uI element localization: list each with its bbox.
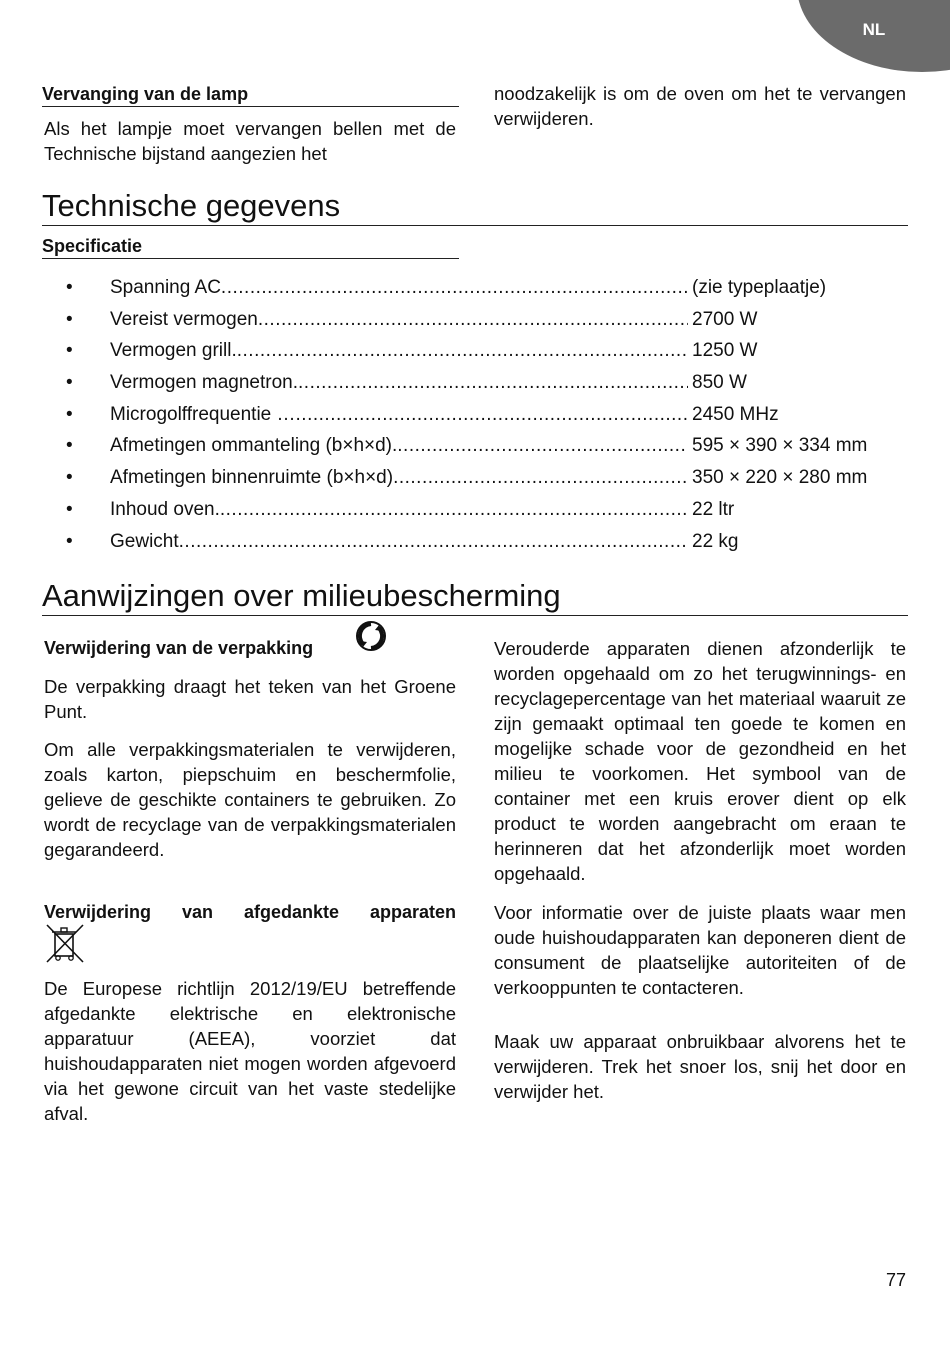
lamp-text-left: Als het lampje moet vervangen bellen met de Technische bijstand aangezien het [44,118,456,164]
spec-row [66,462,908,494]
spec-label: Vermogen magnetron. ..... [110,367,688,399]
spec-value: 2450 MHz [692,403,779,425]
lamp-heading: Vervanging van de lamp [42,82,459,107]
bullet-icon: • [66,435,73,457]
crossed-out-bin-icon [44,922,86,964]
spec-row [66,367,908,399]
spec-heading: Specificatie [42,234,459,259]
bullet-icon: • [66,372,73,394]
lamp-text-right: noodzakelijk is om de oven om het te vervangen verwijderen. [494,83,906,129]
spec-row [66,272,908,304]
env-right-text-3: Maak uw apparaat onbruikbaar alvorens het te verwijderen. Trek het snoer los, snij het door en verwijder het. [494,1031,906,1102]
spec-value: 22 kg [692,530,739,552]
env-right-text-1: Verouderde apparaten dienen afzonderlijk te worden opgehaald om zo het terugwinnings- en recyclagepercentage van het materiaal waaruit ze zijn gemaakt optimaal ten goede te komen en mogelijke schade voor de gezondheid en het milieu te voorkomen. Het symbool van de container met een kruis erover dient op elk product te worden aangebracht om eraan te herinneren dat het afzonderlijk moet worden opgehaald. [494,638,906,884]
spec-value: 595 × 390 × 334 mm [692,435,868,457]
spec-row [66,304,908,336]
page-number: 77 [885,1270,906,1290]
bullet-icon: • [66,308,73,330]
env-right-text-2: Voor informatie over de juiste plaats waar men oude huishoudapparaten kan deponeren dient de consument de plaatselijke autoriteiten of de verkooppunten te contacteren. [494,902,906,998]
language-label: NL [862,20,886,39]
spec-label: Gewicht ..... [110,526,688,558]
packaging-text-2: Om alle verpakkingsmaterialen te verwijderen, zoals karton, piepschuim en beschermfolie, gelieve de geschikte containers te gebruiken. Zo wordt de recyclage van de verpakkingsmaterialen gegarandeerd. [44,739,456,860]
bullet-icon: • [66,467,73,489]
appliance-heading: Verwijdering van afgedankte apparaten [44,902,456,922]
appliance-text: De Europese richtlijn 2012/19/EU betreffende afgedankte elektrische en elektronische apparatuur (AEEA), voorziet dat huishoudapparaten niet mogen worden afgevoerd via het gewone circuit van het vaste stedelijke afval. [44,978,456,1124]
spec-value: 2700 W [692,308,758,330]
spec-value: 850 W [692,372,747,394]
bullet-icon: • [66,403,73,425]
spec-row [66,494,908,526]
spec-label: Spanning AC ..... [110,272,688,304]
green-dot-icon [355,620,387,652]
spec-list [66,272,908,557]
packaging-heading: Verwijdering van de verpakking [44,638,314,658]
spec-value: 1250 W [692,340,758,362]
bullet-icon: • [66,498,73,520]
spec-row [66,335,908,367]
bullet-icon: • [66,530,73,552]
tech-title: Technische gegevens [42,187,908,226]
spec-row [66,526,908,558]
spec-label: Vereist vermogen ..... [110,304,688,336]
bullet-icon: • [66,277,73,298]
spec-row [66,399,908,431]
spec-label: Inhoud oven. ..... [110,494,688,526]
spec-label: Afmetingen binnenruimte (b×h×d) ..... [110,462,688,494]
env-title: Aanwijzingen over milieubescherming [42,577,908,616]
spec-label: Afmetingen ommanteling (b×h×d). ..... [110,430,688,462]
spec-value: 22 ltr [692,498,735,520]
bullet-icon: • [66,340,73,362]
spec-value: 350 × 220 × 280 mm [692,467,868,489]
spec-row [66,430,908,462]
spec-value: (zie typeplaatje) [692,277,827,298]
packaging-text-1: De verpakking draagt het teken van het Groene Punt. [44,676,456,722]
spec-label: Microgolffrequentie … ..... [110,399,688,431]
spec-label: Vermogen grill. ..... [110,335,688,367]
